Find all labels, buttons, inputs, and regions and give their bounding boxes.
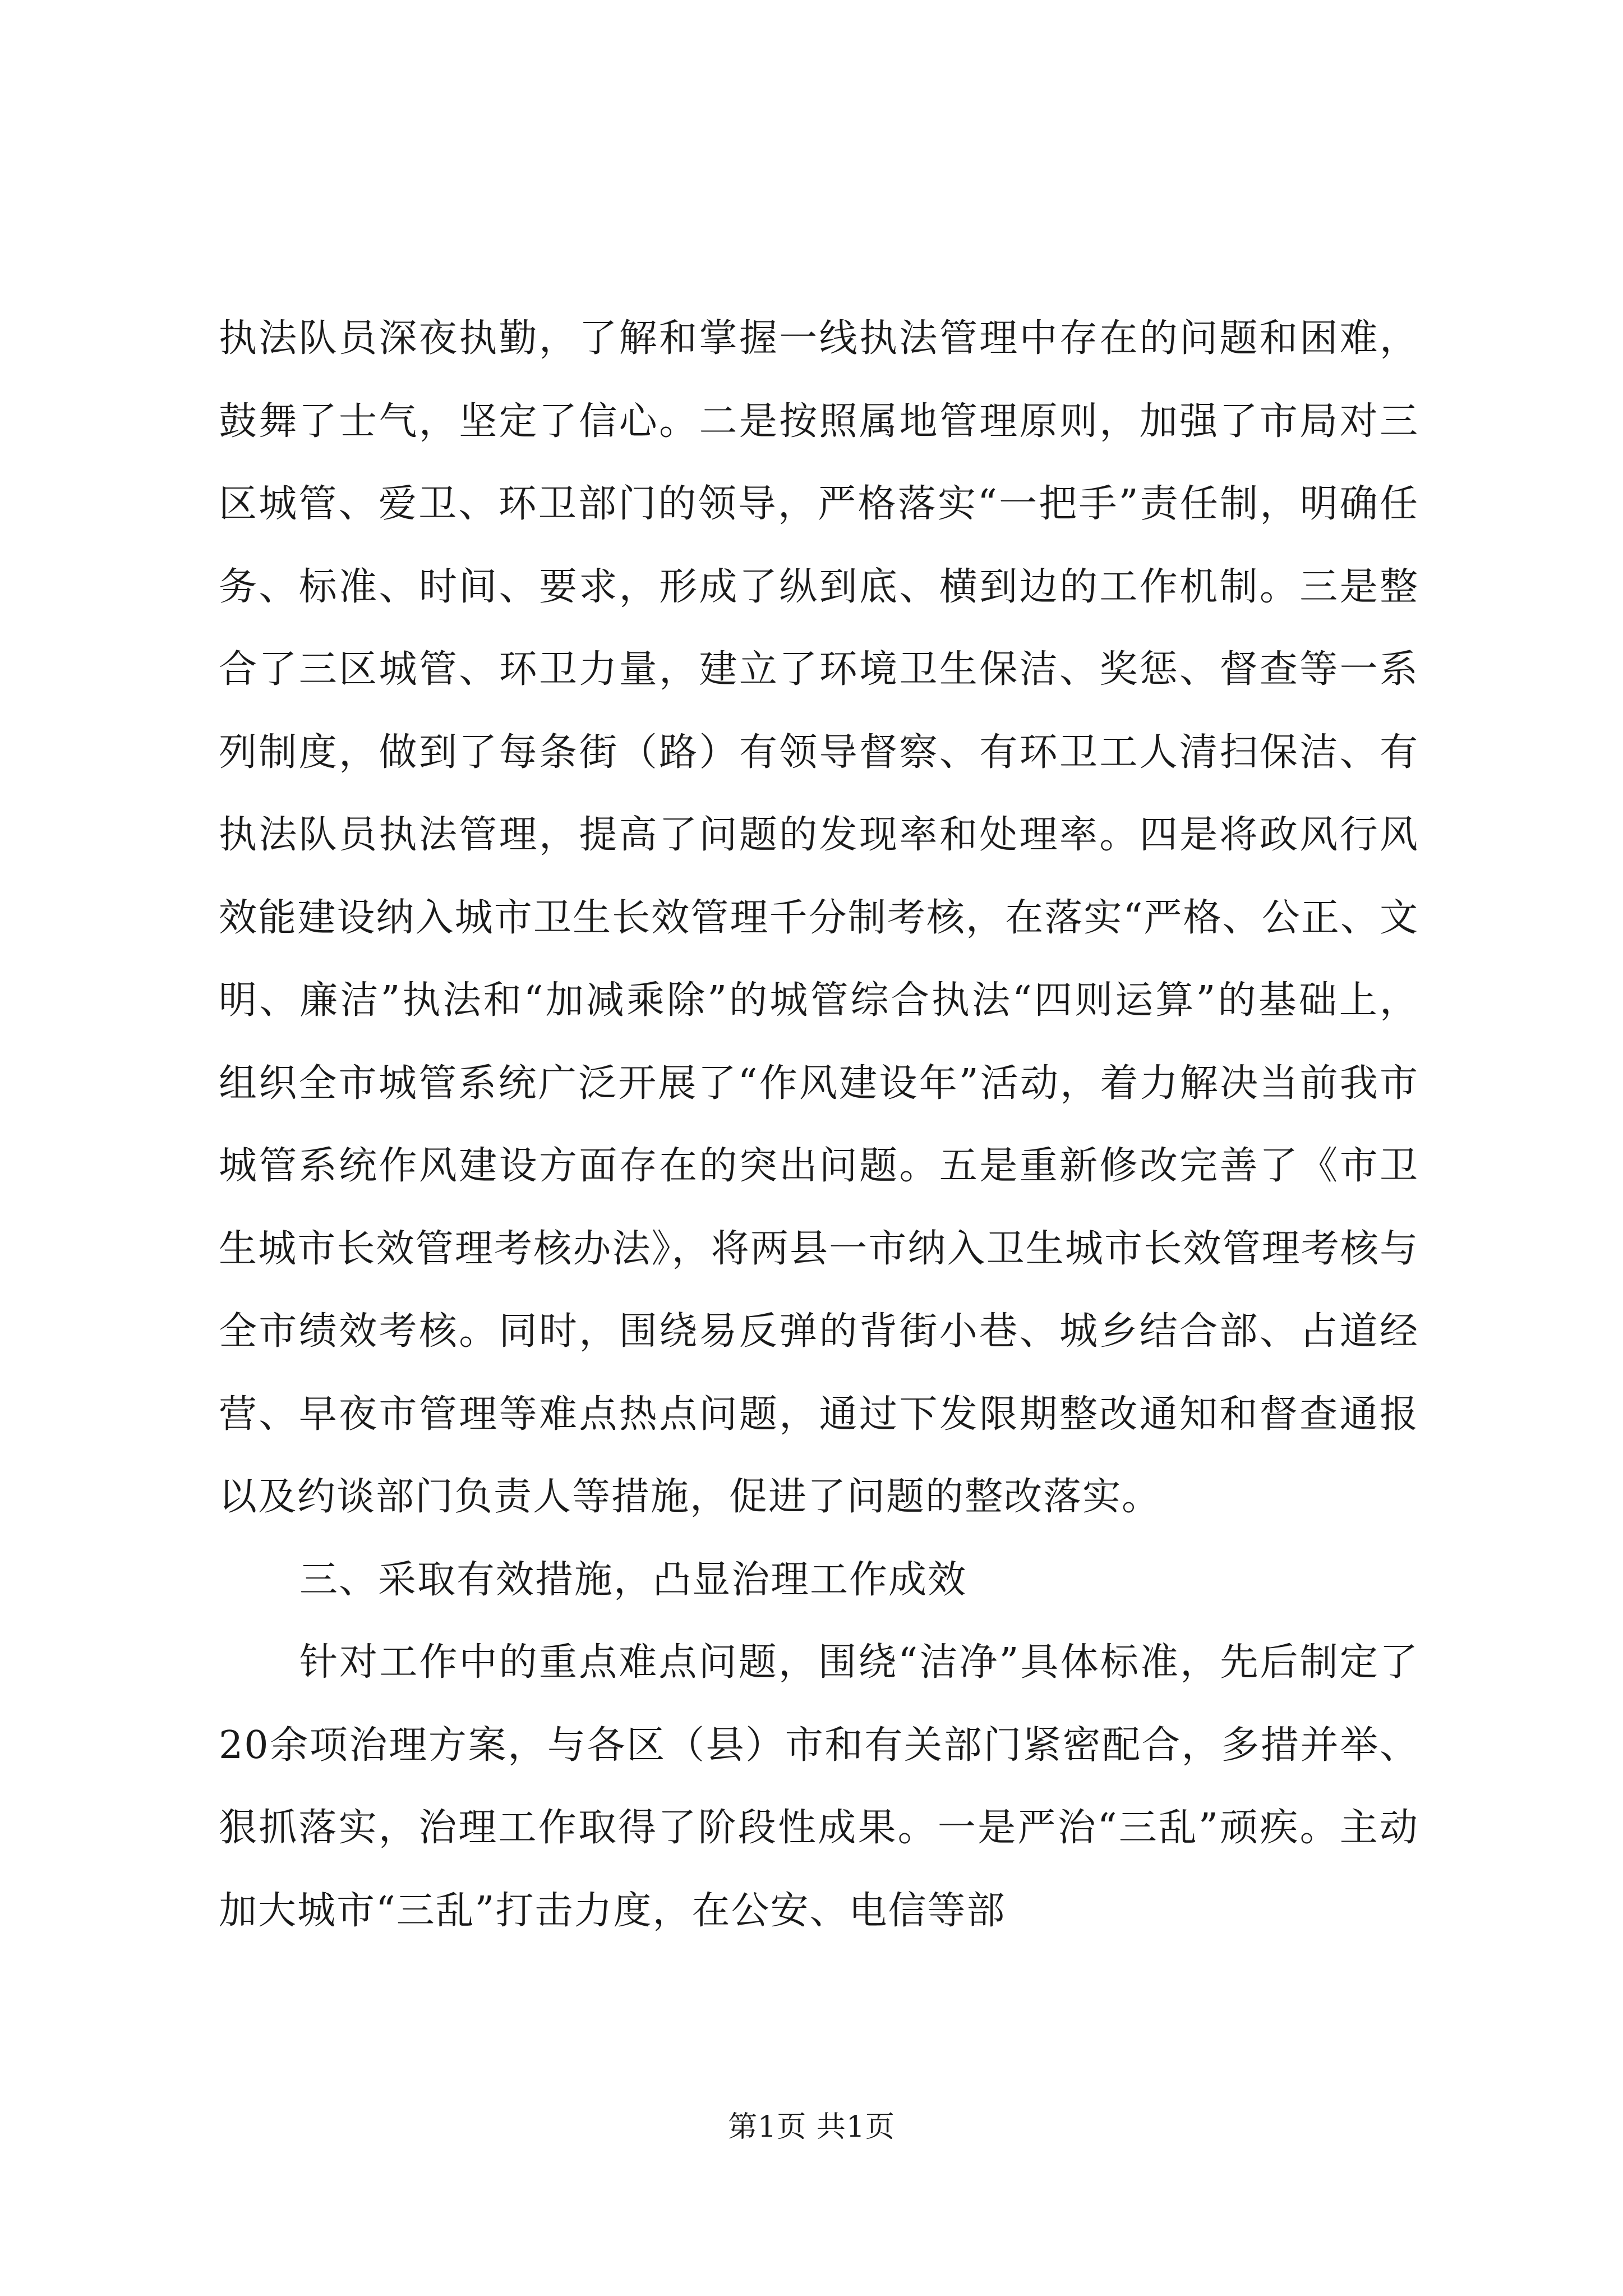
page-footer: 第1页 共1页: [728, 2110, 895, 2144]
section-heading: 三、采取有效措施，凸显治理工作成效: [299, 1557, 967, 1602]
document-body: [219, 297, 1419, 1952]
body-paragraph-2: 针对工作中的重点难点问题，围绕“洁净”具体标准，先后制定了20余项治理方案，与各区（县）市和有关部门紧密配合，多措并举、狠抓落实，治理工作取得了阶段性成果。一是严治“三乱”顽疾。主动加大城市“三乱”打击力度，在公安、电信等部: [219, 1640, 1419, 1933]
body-paragraph-1: 执法队员深夜执勤，了解和掌握一线执法管理中存在的问题和困难，鼓舞了士气，坚定了信心。二是按照属地管理原则，加强了市局对三区城管、爱卫、环卫部门的领导，严格落实“一把手”责任制，明确任务、标准、时间、要求，形成了纵到底、横到边的工作机制。三是整合了三区城管、环卫力量，建立了环境卫生保洁、奖惩、督查等一系列制度，做到了每条街（路）有领导督察、有环卫工人清扫保洁、有执法队员执法管理，提高了问题的发现率和处理率。四是将政风行风效能建设纳入城市卫生长效管理千分制考核，在落实“严格、公正、文明、廉洁”执法和“加减乘除”的城管综合执法“四则运算”的基础上，组织全市城管系统广泛开展了“作风建设年”活动，着力解决当前我市城管系统作风建设方面存在的突出问题。五是重新修改完善了《市卫生城市长效管理考核办法》，将两县一市纳入卫生城市长效管理考核与全市绩效考核。同时，围绕易反弹的背街小巷、城乡结合部、占道经营、早夜市管理等难点热点问题，通过下发限期整改通知和督查通报以及约谈部门负责人等措施，促进了问题的整改落实。: [219, 316, 1419, 1519]
